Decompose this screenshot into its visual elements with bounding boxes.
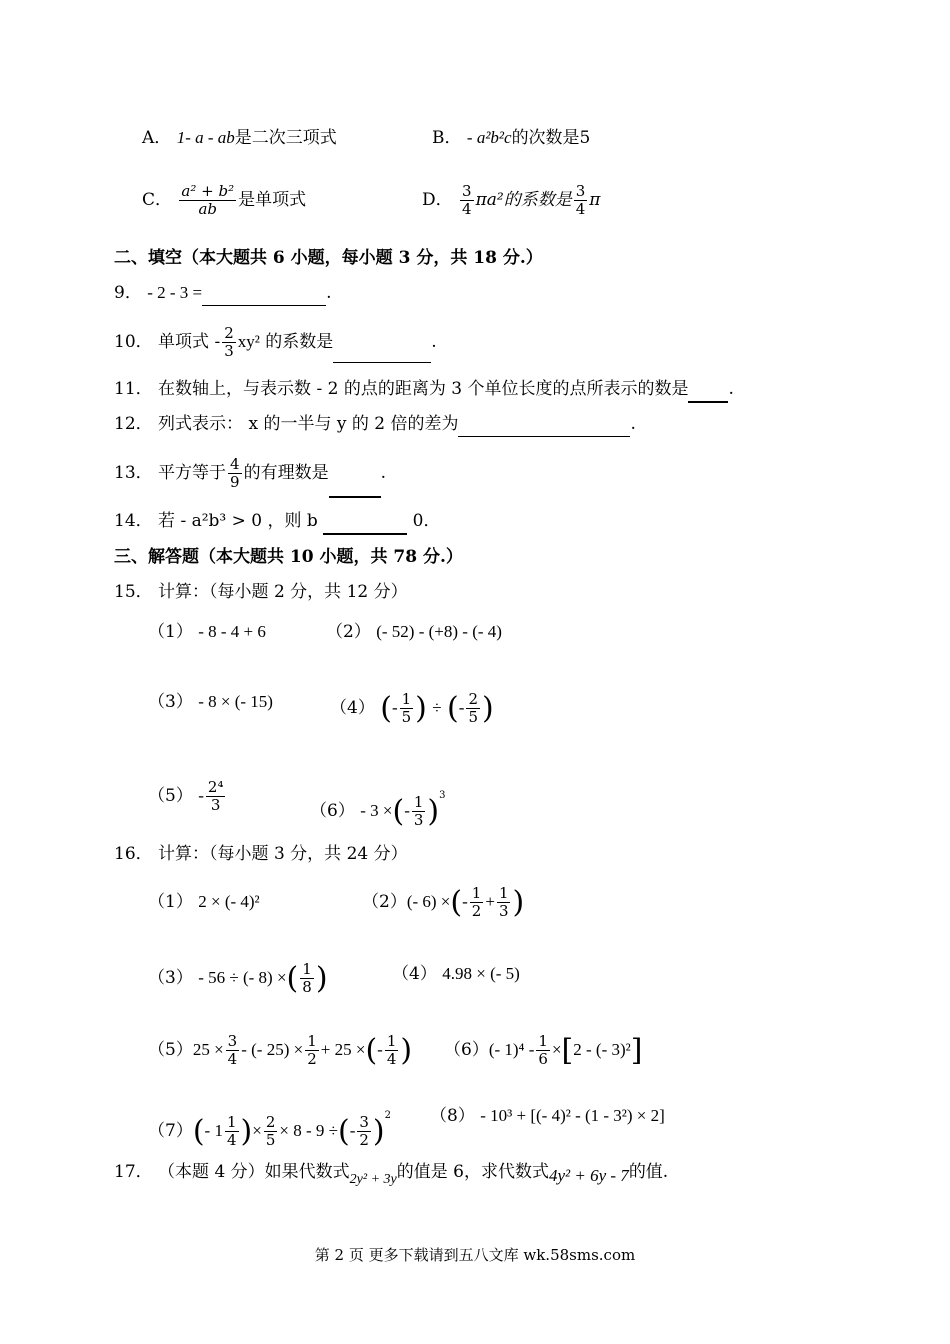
question-13 xyxy=(114,450,386,498)
q15-p6-den: 3 xyxy=(413,811,424,829)
q17-expr-2: 4y² + 6y - 7 xyxy=(548,1166,629,1185)
q16-p2-label: （2） xyxy=(362,892,407,912)
q9-text: - 2 - 3 = xyxy=(147,283,203,302)
q14-number: 14． xyxy=(114,511,153,531)
q16-p7-label: （7） xyxy=(148,1121,193,1141)
q16-p5-num-2: 1 xyxy=(307,1032,317,1050)
q14-post: 0． xyxy=(412,511,441,531)
q16-p5-num-1: 3 xyxy=(227,1032,238,1050)
q15-part-5 xyxy=(148,774,227,818)
question-17 xyxy=(114,1160,668,1192)
q13-den: 9 xyxy=(230,473,240,491)
q16-p5-num-3: 1 xyxy=(386,1032,397,1050)
option-b-label: B． xyxy=(432,128,462,148)
q16-p6-den: 6 xyxy=(538,1050,548,1068)
q16-p4-label: （4） xyxy=(392,964,437,984)
q16-p2-den-2: 3 xyxy=(498,902,509,920)
q16-p6-label: （6） xyxy=(444,1040,489,1060)
q16-p5-b: - (- 25) × xyxy=(241,1040,304,1059)
q10-fraction xyxy=(222,325,236,360)
q15-p4-num-1: 1 xyxy=(401,690,412,708)
option-a-label: A． xyxy=(142,128,172,148)
q14-blank[interactable] xyxy=(323,509,407,535)
q10-post: 的系数是 xyxy=(265,332,334,352)
q10-end: . xyxy=(431,332,437,352)
q15-p6-exp: 3 xyxy=(439,790,446,801)
q15-p6-sign: - xyxy=(404,801,410,820)
q16-part-4 xyxy=(392,962,520,986)
q16-p7-num-1: 1 xyxy=(226,1113,237,1131)
q10-number: 10． xyxy=(114,332,153,352)
q15-p4-fraction-1 xyxy=(400,691,414,726)
q14-pre: 若 - a²b³ > 0 ，则 b xyxy=(158,511,318,531)
q16-p6-fraction xyxy=(536,1033,550,1068)
q15-p5-den: 3 xyxy=(210,796,221,814)
section-2-title: 二、填空（本大题共 6 小题，每小题 3 分，共 18 分.） xyxy=(114,248,543,268)
q17-expr-1: 2y² + 3y xyxy=(349,1172,397,1187)
q16-p7-den-1: 4 xyxy=(226,1131,237,1149)
question-16 xyxy=(114,842,408,866)
q13-num: 4 xyxy=(230,455,240,473)
q16-p4-expr: 4.98 × (- 5) xyxy=(442,964,520,983)
q16-p5-fraction-1 xyxy=(226,1033,240,1068)
q16-p2-num-2: 1 xyxy=(498,884,509,902)
q16-p2-den-1: 2 xyxy=(471,902,482,920)
q15-part-3 xyxy=(148,690,273,714)
option-d-fraction-2 xyxy=(574,183,588,218)
q15-p5-sign: - xyxy=(198,786,204,805)
q16-p7-exp: 2 xyxy=(384,1110,391,1121)
q17-pre: （本题 4 分）如果代数式 xyxy=(158,1162,350,1182)
q16-p6-num: 1 xyxy=(538,1032,548,1050)
q16-p7-mid: × xyxy=(252,1121,262,1140)
q15-number: 15． xyxy=(114,582,153,602)
q15-p4-fraction-2 xyxy=(466,691,480,726)
q16-part-7: （7）(- 1 $\frac{1}{4}$ )× $\frac{2}{5}$ × 8 - 9 ÷(- $\frac{3}{2}$ )$^2$ xyxy=(148,1110,391,1149)
q10-num: 2 xyxy=(224,324,234,342)
question-9 xyxy=(114,281,332,306)
question-12 xyxy=(114,412,636,437)
q16-p7-num-2: 2 xyxy=(265,1113,276,1131)
q16-p5-den-2: 2 xyxy=(307,1050,317,1068)
q15-p5-fraction xyxy=(206,779,226,814)
option-d-pi: π xyxy=(589,190,601,210)
q16-p8-label: （8） xyxy=(430,1106,475,1126)
q15-p4-den-1: 5 xyxy=(401,708,412,726)
q15-p6-num: 1 xyxy=(413,793,424,811)
q9-end: . xyxy=(326,283,332,303)
q16-p5-sign: - xyxy=(377,1040,383,1059)
q16-part-2: （2）(- 6) ×(- $\frac{1}{2}$ + $\frac{1}{3}$ ) xyxy=(362,884,525,920)
q10-var: xy² xyxy=(237,332,260,351)
q15-text: 计算：（每小题 2 分，共 12 分） xyxy=(158,582,408,602)
q11-text: 在数轴上，与表示数 - 2 的点的距离为 3 个单位长度的点所表示的数是 xyxy=(158,379,689,399)
q12-text: 列式表示： x 的一半与 y 的 2 倍的差为 xyxy=(158,414,459,434)
q13-post: 的有理数是 xyxy=(243,463,329,483)
q10-den: 3 xyxy=(224,342,234,360)
q13-end: . xyxy=(380,463,386,483)
q16-p5-fraction-2 xyxy=(305,1033,319,1068)
q12-blank[interactable] xyxy=(458,412,630,437)
q15-p6-label: （6） xyxy=(310,801,355,821)
q13-blank[interactable] xyxy=(329,450,381,498)
option-d-mid: πa²的系数是 xyxy=(475,190,572,210)
q16-text: 计算：（每小题 3 分，共 24 分） xyxy=(158,844,408,864)
q13-number: 13． xyxy=(114,463,153,483)
q16-p2-num-1: 1 xyxy=(471,884,482,902)
q16-p3-den: 8 xyxy=(302,978,312,996)
page-footer: 第 2 页 更多下载请到五八文库 wk.58sms.com xyxy=(314,1246,636,1264)
q16-p6-pre: (- 1)⁴ - xyxy=(488,1040,535,1059)
q16-p6-inner: 2 - (- 3)² xyxy=(573,1040,631,1059)
q16-p3-pre: - 56 ÷ (- 8) × xyxy=(198,968,287,987)
q16-p5-label: （5） xyxy=(148,1040,193,1060)
q16-p7-fraction-2 xyxy=(264,1114,278,1149)
option-c-den: ab xyxy=(198,200,218,218)
q16-p2-fraction-2 xyxy=(497,885,511,920)
q16-p5-den-1: 4 xyxy=(227,1050,238,1068)
q11-number: 11． xyxy=(114,379,153,399)
option-d-den: 4 xyxy=(462,200,472,218)
q10-blank[interactable] xyxy=(333,322,431,363)
q16-p2-op: + xyxy=(485,892,495,911)
option-a-expr: 1- a - ab xyxy=(176,128,235,147)
q15-p4-label: （4） xyxy=(330,698,375,718)
q16-p2-sign: - xyxy=(462,892,468,911)
q15-p3-expr: - 8 × (- 15) xyxy=(198,692,273,711)
q15-part-2 xyxy=(326,620,502,644)
option-b-expr: - a²b²c xyxy=(466,128,512,147)
q17-post: 的值. xyxy=(628,1162,669,1182)
q13-pre: 平方等于 xyxy=(158,463,227,483)
q16-p7-num-3: 3 xyxy=(359,1113,369,1131)
q16-p7-mid2: × 8 - 9 ÷ xyxy=(279,1121,338,1140)
q15-p4-num-2: 2 xyxy=(468,690,478,708)
q16-p3-label: （3） xyxy=(148,968,193,988)
option-d-label: D． xyxy=(422,190,453,210)
q16-p3-fraction xyxy=(300,961,314,996)
q15-p4-sign-1: - xyxy=(391,698,398,717)
q9-blank[interactable] xyxy=(202,281,326,306)
option-c-fraction xyxy=(179,183,236,218)
q15-part-1 xyxy=(148,620,266,644)
q16-p7-fraction-1 xyxy=(225,1114,239,1149)
q16-p1-expr: 2 × (- 4)² xyxy=(198,892,260,911)
q15-part-4: （4） (- $\frac{1}{5}$ ) ÷ (- $\frac{2}{5}$ ) xyxy=(330,690,494,726)
option-a xyxy=(142,126,337,150)
question-10 xyxy=(114,322,437,363)
q16-p2-pre: (- 6) × xyxy=(406,892,451,911)
q16-p8-expr: - 10³ + [(- 4)² - (1 - 3²) × 2] xyxy=(480,1106,665,1125)
q15-p5-label: （5） xyxy=(148,786,193,806)
q16-p7-den-3: 2 xyxy=(359,1131,369,1149)
question-14 xyxy=(114,509,440,535)
question-15 xyxy=(114,580,408,604)
q15-p4-sign-2: - xyxy=(458,698,465,717)
q15-p4-den-2: 5 xyxy=(468,708,478,726)
q15-part-6: （6） - 3 ×(- $\frac{1}{3}$ )$^3$ xyxy=(310,790,446,829)
q16-p7-sign: - 1 xyxy=(204,1121,223,1140)
q16-part-3: （3） - 56 ÷ (- 8) ×( $\frac{1}{8}$ ) xyxy=(148,960,328,996)
q16-p5-fraction-3 xyxy=(385,1033,399,1068)
q16-p6-post: × xyxy=(551,1040,562,1059)
option-d-num: 3 xyxy=(462,182,472,200)
q16-part-1 xyxy=(148,890,260,914)
q16-p5-a: 25 × xyxy=(192,1040,224,1059)
q15-p3-label: （3） xyxy=(148,692,193,712)
section-3-title: 三、解答题（本大题共 10 小题，共 78 分.） xyxy=(114,547,463,567)
q12-number: 12． xyxy=(114,414,153,434)
q16-number: 16． xyxy=(114,844,153,864)
q10-pre: 单项式 - xyxy=(158,332,221,352)
option-b xyxy=(432,126,590,150)
q16-p7-sign-2: - xyxy=(349,1121,356,1140)
q16-p7-den-2: 5 xyxy=(265,1131,276,1149)
q15-p1-expr: - 8 - 4 + 6 xyxy=(198,622,266,641)
q15-p2-expr: (- 52) - (+8) - (- 4) xyxy=(376,622,502,641)
q16-p2-fraction-1 xyxy=(470,885,484,920)
option-b-text: 的次数是5 xyxy=(511,128,591,148)
q16-p3-num: 1 xyxy=(302,960,312,978)
q17-number: 17． xyxy=(114,1162,153,1182)
q16-p5-den-3: 4 xyxy=(386,1050,397,1068)
option-d xyxy=(422,178,600,222)
option-d-fraction-1 xyxy=(460,183,474,218)
option-d-den2: 4 xyxy=(575,200,586,218)
q15-p5-num: 2⁴ xyxy=(207,778,224,796)
q15-p4-op: ÷ xyxy=(432,698,442,717)
q11-blank[interactable] xyxy=(688,377,728,403)
q16-p5-c: + 25 × xyxy=(320,1040,366,1059)
q9-number: 9． xyxy=(114,283,142,303)
q12-end: . xyxy=(630,414,636,434)
q16-p7-fraction-3 xyxy=(357,1114,371,1149)
q16-p1-label: （1） xyxy=(148,892,193,912)
question-11 xyxy=(114,377,734,403)
q15-p2-label: （2） xyxy=(326,622,371,642)
option-c-text: 是单项式 xyxy=(238,190,307,210)
option-c-num: a² + b² xyxy=(181,182,235,200)
q15-p6-pre: - 3 × xyxy=(360,801,393,820)
option-a-text: 是二次三项式 xyxy=(234,128,337,148)
q13-fraction xyxy=(228,456,242,491)
q15-p6-fraction xyxy=(412,794,426,829)
option-d-num2: 3 xyxy=(575,182,586,200)
option-c xyxy=(142,178,306,222)
q17-mid: 的值是 6，求代数式 xyxy=(396,1162,549,1182)
q11-end: . xyxy=(728,379,734,399)
option-c-label: C． xyxy=(142,190,173,210)
q16-part-8 xyxy=(430,1104,665,1128)
q15-p1-label: （1） xyxy=(148,622,193,642)
q16-part-5: （5）25 × $\frac{3}{4}$ - (- 25) × $\frac{1}{2}$ + 25 ×(- $\frac{1}{4}$ ) xyxy=(148,1032,413,1068)
q16-part-6: （6）(- 1)⁴ - $\frac{1}{6}$ ×[2 - (- 3)²] xyxy=(444,1032,643,1068)
